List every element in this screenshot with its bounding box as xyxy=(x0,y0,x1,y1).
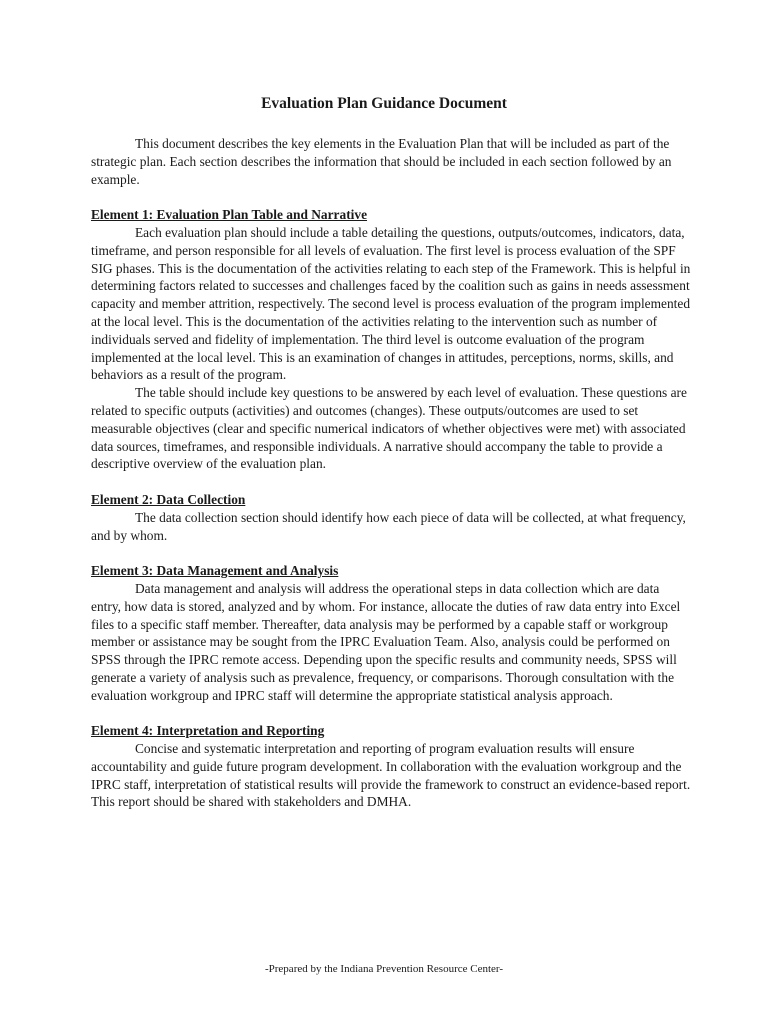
intro-paragraph: This document describes the key elements in the Evaluation Plan that will be included as part of the strategic plan. Each section describes the information that should be included in each section followed by an example. xyxy=(91,136,672,187)
section-paragraph: Data management and analysis will address the operational steps in data collection which are data entry, how data is stored, analyzed and by whom. For instance, allocate the duties of raw data entry into Excel files to a specific staff member. Thereafter, data analysis may be performed by a capable staff or workgroup member or assistance may be sought from the IPRC Evaluation Team. Also, analysis could be performed on SPSS through the IPRC remote access. Depending upon the specific results and community needs, SPSS will generate a variety of analysis such as prevalence, frequency, or comparisons. Thorough consultation with the evaluation workgroup and IPRC staff will determine the appropriate statistical analysis approach. xyxy=(91,580,681,703)
document-title: Evaluation Plan Guidance Document xyxy=(261,95,507,112)
section-element-1 xyxy=(91,206,691,473)
section-heading: Element 1: Evaluation Plan Table and Narrative xyxy=(91,207,368,223)
section-heading: Element 3: Data Management and Analysis xyxy=(91,563,339,579)
section-paragraph: Concise and systematic interpretation and reporting of program evaluation results will ensure accountability and guide future program development. In collaboration with the evaluation workgroup and the IPRC staff, interpretation of statistical results will provide the framework to construct an evidence-based report. This report should be shared with stakeholders and DMHA. xyxy=(91,741,691,810)
section-element-2 xyxy=(91,491,691,544)
document-footer: -Prepared by the Indiana Prevention Resource Center- xyxy=(264,963,504,975)
document-body xyxy=(91,135,691,829)
section-element-3 xyxy=(91,562,691,704)
section-paragraph: Each evaluation plan should include a table detailing the questions, outputs/outcomes, indicators, data, timeframe, and person responsible for all levels of evaluation. The first level is process evaluation of the SPF SIG phases. This is the documentation of the activities relating to each step of the Framework. This is helpful in determining factors related to successes and challenges faced by the coalition such as gains in needs assessment capacity and member attrition, respectively. The second level is process evaluation of the program implemented at the local level. This is the documentation of the activities relating to the intervention such as number of individuals served and fidelity of implementation. The third level is outcome evaluation of the program implemented at the local level. This is an examination of changes in attitudes, perceptions, norms, skills, and behaviors as a result of the program. xyxy=(91,224,691,383)
section-element-4 xyxy=(91,722,691,811)
section-heading: Element 2: Data Collection xyxy=(91,491,246,507)
section-paragraph: The data collection section should identify how each piece of data will be collected, at what frequency, and by whom. xyxy=(91,509,686,543)
section-paragraph: The table should include key questions to be answered by each level of evaluation. These questions are related to specific outputs (activities) and outcomes (changes). These outputs/outcomes are used to set measurable objectives (clear and specific numerical indicators of whether objectives were met) with associated data sources, timeframes, and responsible individuals. A narrative should accompany the table to provide a descriptive overview of the evaluation plan. xyxy=(91,385,687,472)
section-heading: Element 4: Interpretation and Reporting xyxy=(91,723,325,739)
